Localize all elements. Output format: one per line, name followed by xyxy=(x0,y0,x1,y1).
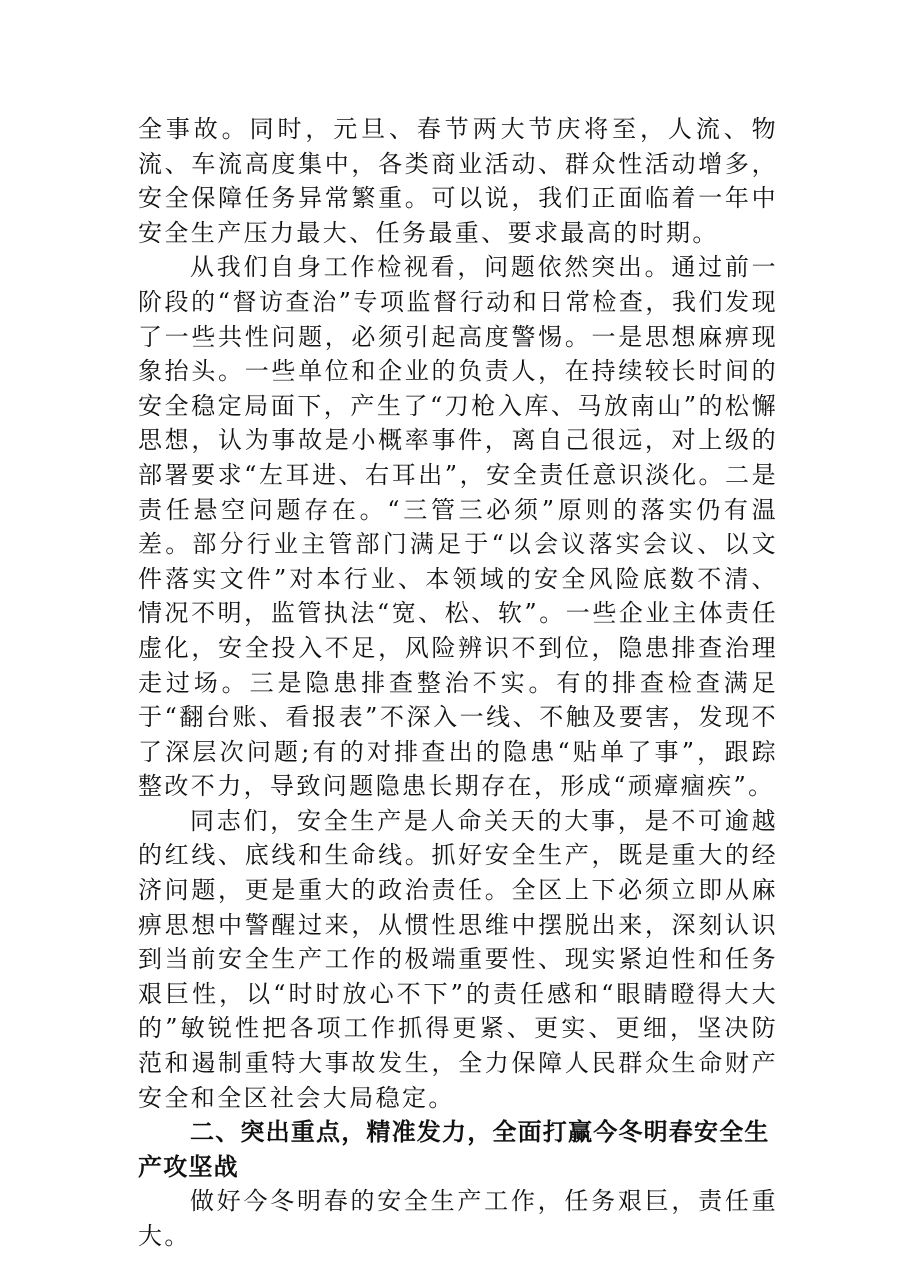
paragraph-continuation: 全事故。同时，元旦、春节两大节庆将至，人流、物流、车流高度集中，各类商业活动、群众性活动增多，安全保障任务异常繁重。可以说，我们正面临着一年中安全生产压力最大、任务最重、要求最高的时期。 xyxy=(138,115,778,247)
document-body xyxy=(138,112,778,1254)
section-heading: 二、突出重点，精准发力，全面打赢今冬明春安全生产攻坚战 xyxy=(138,1118,770,1181)
paragraph-comrades: 同志们，安全生产是人命关天的大事，是不可逾越的红线、底线和生命线。抓好安全生产，既是重大的经济问题，更是重大的政治责任。全区上下必须立即从麻痹思想中警醒过来，从惯性思维中摆脱出来，深刻认识到当前安全生产工作的极端重要性、现实紧迫性和任务艰巨性，以“时时放心不下”的责任感和“眼睛瞪得大大的”敏锐性把各项工作抓得更紧、更实、更细，坚决防范和遏制重特大事故发生，全力保障人民群众生命财产安全和全区社会大局稳定。 xyxy=(138,806,778,1112)
paragraph-tasks: 做好今冬明春的安全生产工作，任务艰巨，责任重大。 xyxy=(138,1187,778,1250)
paragraph-problems: 从我们自身工作检视看，问题依然突出。通过前一阶段的“督访查治”专项监督行动和日常检查，我们发现了一些共性问题，必须引起高度警惕。一是思想麻痹现象抬头。一些单位和企业的负责人，在持续较长时间的安全稳定局面下，产生了“刀枪入库、马放南山”的松懈思想，认为事故是小概率事件，离自己很远，对上级的部署要求“左耳进、右耳出”，安全责任意识淡化。二是责任悬空问题存在。“三管三必须”原则的落实仍有温差。部分行业主管部门满足于“以会议落实会议、以文件落实文件”对本行业、本领域的安全风险底数不清、情况不明，监管执法“宽、松、软”。一些企业主体责任虚化，安全投入不足，风险辨识不到位，隐患排查治理走过场。三是隐患排查整治不实。有的排查检查满足于“翻台账、看报表”不深入一线、不触及要害，发现不了深层次问题;有的对排查出的隐患“贴单了事”，跟踪整改不力，导致问题隐患长期存在，形成“顽瘴痼疾”。 xyxy=(138,253,778,801)
